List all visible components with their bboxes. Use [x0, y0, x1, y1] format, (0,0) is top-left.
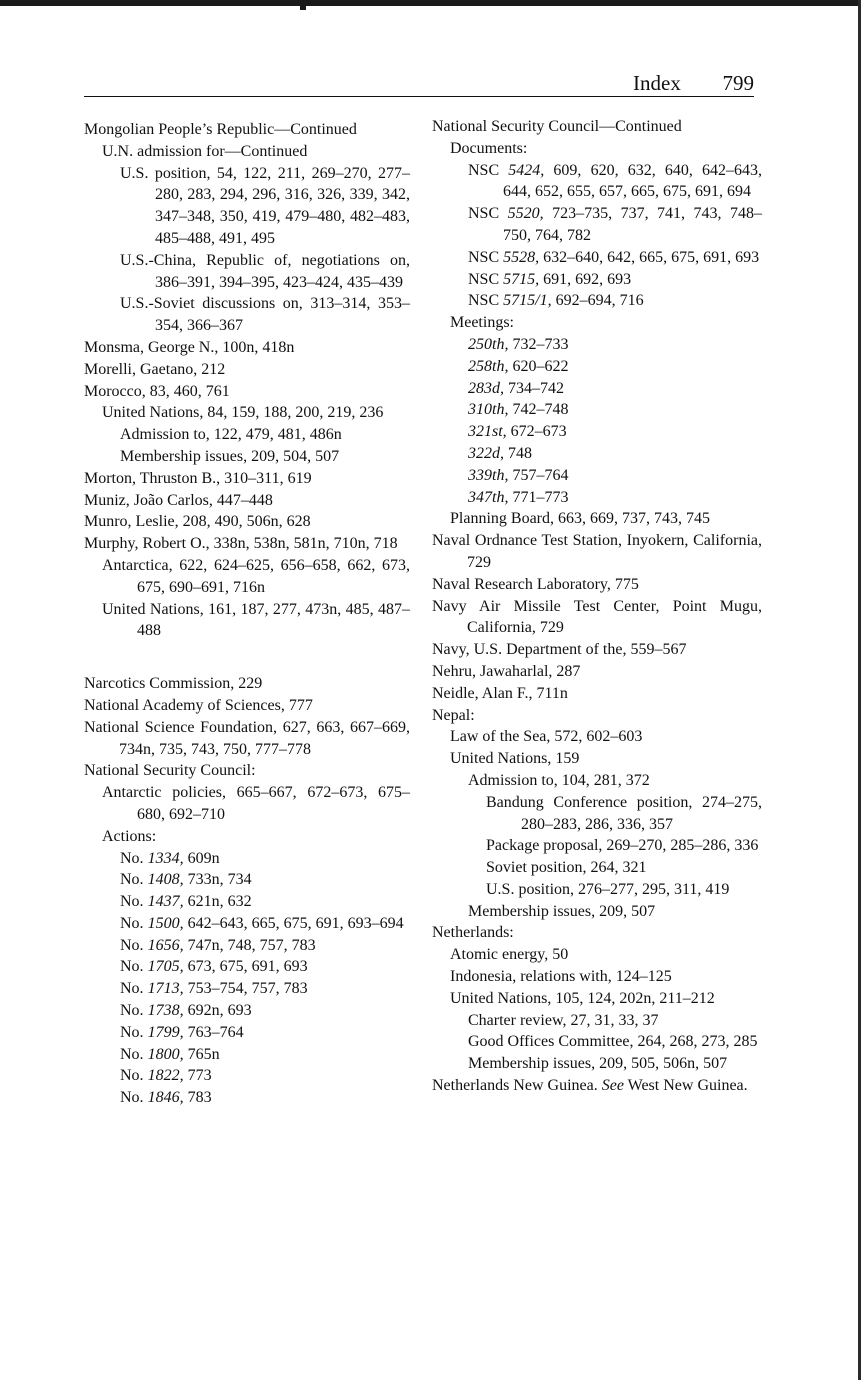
index-entry: Bandung Conference position, 274–275, 280–283, 286, 336, 357 — [486, 793, 762, 833]
entry-number-italic: 1437, — [147, 893, 184, 911]
index-entry: Law of the Sea, 572, 602–603 — [450, 728, 643, 746]
entry-pages: 672–673 — [506, 423, 567, 441]
index-entry: Morelli, Gaetano, 212 — [84, 360, 226, 378]
left-column — [84, 119, 410, 1109]
index-entry: Good Offices Committee, 264, 268, 273, 285 — [468, 1033, 758, 1051]
index-entry: Documents: — [450, 139, 528, 157]
index-entry: Membership issues, 209, 505, 506n, 507 — [468, 1055, 728, 1073]
index-entry — [84, 1065, 410, 1087]
entry-pages: West New Guinea. — [623, 1077, 748, 1095]
index-entry: U.S. position, 276–277, 295, 311, 419 — [486, 880, 730, 898]
entry-pages: 747n, 748, 757, 783 — [183, 936, 316, 954]
entry-number-italic: See — [601, 1077, 624, 1095]
index-entry: Membership issues, 209, 504, 507 — [120, 447, 340, 465]
index-entry: United Nations, 159 — [450, 750, 580, 768]
index-entry — [432, 487, 762, 509]
index-entry: Navy, U.S. Department of the, 559–567 — [432, 641, 687, 659]
header-rule — [84, 96, 754, 97]
entry-label: No. — [120, 849, 148, 867]
index-entry — [84, 869, 410, 891]
index-entry: United Nations, 161, 187, 277, 473n, 485, 487–488 — [102, 600, 410, 640]
index-entry — [84, 913, 410, 935]
entry-label: No. — [120, 871, 148, 889]
entry-number-italic: 1799, — [147, 1023, 184, 1041]
index-entry: Mongolian People’s Republic—Continued — [84, 121, 357, 138]
entry-label: NSC — [468, 205, 508, 223]
entry-number-italic: 250th, — [468, 335, 509, 353]
index-entry: National Science Foundation, 627, 663, 667–669, 734n, 735, 743, 750, 777–778 — [84, 718, 410, 758]
entry-pages: 783 — [183, 1089, 212, 1107]
entry-label: No. — [120, 980, 148, 998]
entry-pages: 621n, 632 — [183, 893, 252, 911]
index-entry: Indonesia, relations with, 124–125 — [450, 968, 672, 986]
entry-number-italic: 1705, — [147, 958, 184, 976]
entry-pages: 642–643, 665, 675, 691, 693–694 — [183, 914, 404, 932]
index-entry — [432, 1075, 762, 1097]
index-entry: National Security Council—Continued — [432, 118, 682, 135]
index-entry: Naval Ordnance Test Station, Inyokern, California, 729 — [432, 532, 762, 571]
index-entry: Package proposal, 269–270, 285–286, 336 — [486, 837, 759, 855]
entry-number-italic: 1800, — [147, 1045, 184, 1063]
index-entry: Atomic energy, 50 — [450, 946, 569, 964]
index-entry: Nehru, Jawaharlal, 287 — [432, 662, 581, 680]
entry-label: No. — [120, 1067, 148, 1085]
index-entry: Naval Research Laboratory, 775 — [432, 575, 639, 593]
index-entry — [84, 935, 410, 957]
index-entry — [84, 1044, 410, 1066]
index-entry: Morton, Thruston B., 310–311, 619 — [84, 469, 312, 487]
entry-label: No. — [120, 958, 148, 976]
entry-label: NSC — [468, 292, 504, 310]
entry-label: NSC — [468, 161, 509, 179]
entry-pages: 773 — [183, 1067, 212, 1085]
index-entry: Nepal: — [432, 706, 475, 724]
entry-pages: 734–742 — [504, 379, 564, 397]
index-entry — [432, 290, 762, 312]
index-entry: National Academy of Sciences, 777 — [84, 696, 313, 714]
entry-pages: 632–640, 642, 665, 675, 691, 693 — [539, 248, 760, 266]
entry-pages: 609, 620, 632, 640, 642–643, 644, 652, 655, 657, 665, 675, 691, 694 — [503, 161, 763, 201]
entry-number-italic: 283d, — [468, 379, 504, 397]
index-entry: U.N. admission for—Continued — [102, 142, 308, 160]
entry-label: No. — [120, 893, 148, 911]
index-entry — [84, 956, 410, 978]
entry-number-italic: 5528, — [503, 248, 540, 266]
index-entry — [84, 891, 410, 913]
index-entry: Munro, Leslie, 208, 490, 506n, 628 — [84, 513, 311, 531]
entry-label: No. — [120, 936, 148, 954]
entry-pages: 753–754, 757, 783 — [183, 980, 308, 998]
entry-label: NSC — [468, 248, 504, 266]
index-entry: Morocco, 83, 460, 761 — [84, 382, 230, 400]
page-top-border — [0, 0, 861, 6]
entry-number-italic: 347th, — [468, 488, 509, 506]
index-entry — [432, 421, 762, 443]
index-entry — [432, 399, 762, 421]
entry-pages: 748 — [504, 444, 532, 462]
entry-pages: 771–773 — [508, 488, 569, 506]
entry-pages: 742–748 — [508, 401, 569, 419]
entry-number-italic: 339th, — [468, 466, 509, 484]
index-entry: Actions: — [102, 827, 157, 845]
index-entry — [432, 465, 762, 487]
entry-number-italic: 322d, — [468, 444, 504, 462]
right-column — [432, 116, 762, 1097]
entry-label: No. — [120, 1089, 148, 1107]
entry-number-italic: 310th, — [468, 401, 509, 419]
entry-number-italic: 321st, — [468, 423, 507, 441]
entry-pages: 723–735, 737, 741, 743, 748–750, 764, 782 — [503, 205, 763, 244]
index-entry — [432, 378, 762, 400]
index-entry — [84, 1000, 410, 1022]
entry-number-italic: 5715/1, — [503, 292, 552, 310]
index-entry: Antarctica, 622, 624–625, 656–658, 662, 673, 675, 690–691, 716n — [102, 556, 410, 596]
index-entry: Membership issues, 209, 507 — [468, 902, 656, 920]
page-top-notch — [300, 0, 306, 10]
entry-pages: 757–764 — [508, 466, 569, 484]
entry-label: NSC — [468, 270, 504, 288]
entry-label: No. — [120, 1002, 148, 1020]
index-entry: Murphy, Robert O., 338n, 538n, 581n, 710n, 718 — [84, 535, 398, 553]
index-entry: Neidle, Alan F., 711n — [432, 684, 568, 702]
index-entry: Meetings: — [450, 314, 514, 332]
entry-pages: 620–622 — [508, 357, 569, 375]
entry-pages: 692n, 693 — [183, 1002, 252, 1020]
index-entry: Soviet position, 264, 321 — [486, 859, 647, 877]
index-entry: Charter review, 27, 31, 33, 37 — [468, 1011, 659, 1029]
index-entry: Narcotics Commission, 229 — [84, 675, 263, 693]
entry-number-italic: 5424, — [508, 161, 545, 179]
header-title: Index — [633, 71, 681, 95]
index-entry — [84, 1022, 410, 1044]
page-number: 799 — [722, 71, 754, 95]
index-entry: United Nations, 84, 159, 188, 200, 219, 236 — [102, 404, 384, 422]
index-entry: Antarctic policies, 665–667, 672–673, 675–680, 692–710 — [102, 784, 410, 823]
entry-number-italic: 1713, — [147, 980, 184, 998]
entry-pages: 765n — [183, 1045, 220, 1063]
index-entry: Admission to, 104, 281, 372 — [468, 771, 650, 789]
index-entry: Netherlands: — [432, 924, 514, 942]
entry-label: No. — [120, 914, 148, 932]
index-entry: U.S.-China, Republic of, negotiations on, 386–391, 394–395, 423–424, 435–439 — [120, 251, 410, 291]
index-entry — [84, 978, 410, 1000]
entry-label: No. — [120, 1045, 148, 1063]
entry-label: No. — [120, 1023, 148, 1041]
entry-number-italic: 1408, — [147, 871, 184, 889]
index-entry: Muniz, João Carlos, 447–448 — [84, 491, 273, 509]
index-entry: U.S. position, 54, 122, 211, 269–270, 277–280, 283, 294, 296, 316, 326, 339, 342, 347–348, 350, 419, 479–480, 482–483, 485–488, 491, 495 — [120, 164, 410, 247]
entry-pages: 733n, 734 — [183, 871, 252, 889]
index-entry — [432, 269, 762, 291]
entry-pages: 673, 675, 691, 693 — [183, 958, 308, 976]
index-entry — [432, 203, 762, 247]
index-entry: National Security Council: — [84, 762, 256, 780]
entry-label: Netherlands New Guinea. — [432, 1077, 602, 1095]
entry-number-italic: 5715, — [503, 270, 540, 288]
index-entry — [84, 848, 410, 870]
index-entry — [84, 1087, 410, 1109]
entry-number-italic: 1334, — [147, 849, 184, 867]
entry-number-italic: 5520, — [507, 205, 544, 223]
index-entry: U.S.-Soviet discussions on, 313–314, 353–354, 366–367 — [120, 295, 410, 335]
index-entry — [432, 356, 762, 378]
index-entry: Navy Air Missile Test Center, Point Mugu, California, 729 — [432, 597, 762, 637]
entry-pages: 763–764 — [183, 1023, 244, 1041]
running-header — [633, 70, 757, 96]
entry-pages: 732–733 — [508, 335, 569, 353]
entry-pages: 691, 692, 693 — [539, 270, 632, 288]
entry-number-italic: 1822, — [147, 1067, 184, 1085]
entry-pages: 609n — [183, 849, 220, 867]
entry-number-italic: 1656, — [147, 936, 184, 954]
index-entry — [432, 247, 762, 269]
entry-number-italic: 1738, — [147, 1002, 184, 1020]
entry-pages: 692–694, 716 — [551, 292, 644, 310]
section-gap — [84, 642, 410, 673]
index-entry — [432, 160, 762, 204]
index-entry: Admission to, 122, 479, 481, 486n — [120, 426, 342, 444]
entry-number-italic: 1500, — [147, 914, 184, 932]
entry-number-italic: 258th, — [468, 357, 509, 375]
index-entry — [432, 443, 762, 465]
index-entry: Monsma, George N., 100n, 418n — [84, 338, 295, 356]
index-entry — [432, 334, 762, 356]
index-entry: United Nations, 105, 124, 202n, 211–212 — [450, 989, 715, 1007]
entry-number-italic: 1846, — [147, 1089, 184, 1107]
index-entry: Planning Board, 663, 669, 737, 743, 745 — [450, 510, 710, 528]
